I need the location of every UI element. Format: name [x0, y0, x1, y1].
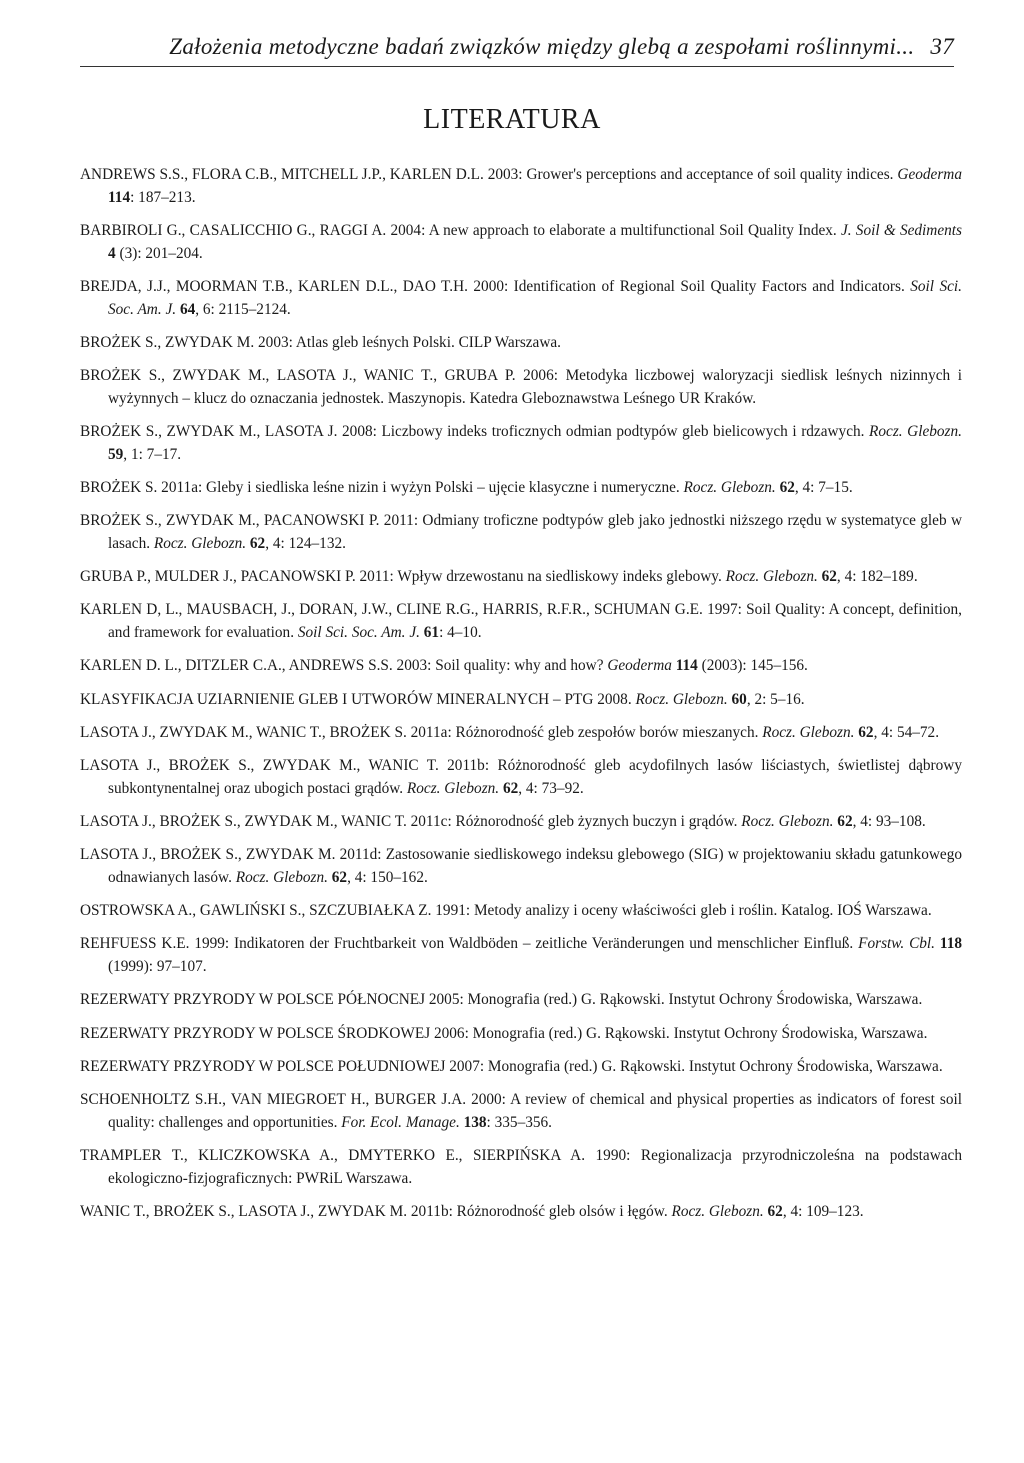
reference-text: REZERWATY PRZYRODY W POLSCE POŁUDNIOWEJ 2007: Monografia (red.) G. Rąkowski. Instytut Ochrony Środowiska, Warszawa. [80, 1057, 943, 1075]
volume-number: 64 [176, 300, 196, 318]
reference-entry [80, 276, 962, 322]
reference-tail: , 4: 182–189. [836, 568, 918, 586]
reference-list [80, 164, 962, 1234]
reference-text: LASOTA J., ZWYDAK M., WANIC T., BROŻEK S. 2011a: Różnorodność gleb zespołów borów mieszanych. [80, 723, 763, 741]
journal-name: Rocz. Glebozn. [725, 568, 818, 586]
journal-name: Rocz. Glebozn. [406, 779, 500, 797]
reference-text: OSTROWSKA A., GAWLIŃSKI S., SZCZUBIAŁKA Z. 1991: Metody analizy i oceny właściwości gleb i roślin. Katalog. IOŚ Warszawa. [80, 902, 932, 920]
volume-number: 62 [246, 535, 266, 553]
reference-entry [80, 599, 962, 645]
journal-name: Rocz. Glebozn. [762, 723, 855, 741]
reference-tail: , 4: 109–123. [782, 1202, 864, 1220]
journal-name: J. Soil & Sediments [840, 221, 962, 239]
reference-entry [80, 477, 962, 500]
reference-entry [80, 332, 962, 355]
volume-number: 4 [108, 244, 116, 262]
reference-text: KARLEN D. L., DITZLER C.A., ANDREWS S.S. 2003: Soil quality: why and how? [80, 657, 608, 675]
reference-tail: , 4: 150–162. [347, 868, 428, 886]
reference-entry [80, 811, 962, 834]
reference-entry [80, 365, 962, 411]
journal-name: Geoderma [897, 166, 962, 183]
journal-name: Soil Sci. Soc. Am. J. [297, 624, 420, 642]
reference-tail: , 4: 73–92. [518, 779, 584, 797]
reference-tail: (2003): 145–156. [697, 657, 808, 675]
reference-entry [80, 1056, 962, 1079]
volume-number: 62 [327, 868, 348, 886]
reference-tail: , 2: 5–16. [746, 690, 805, 708]
journal-name: Geoderma [607, 657, 672, 675]
reference-entry [80, 1145, 962, 1191]
reference-entry [80, 510, 962, 556]
reference-text: LASOTA J., BROŻEK S., ZWYDAK M., WANIC T. 2011b: Różnorodność gleb acydofilnych lasów liściastych, świetlistej dąbrowy subkontynentalnej oraz ubogich postaci grądów. [80, 757, 962, 797]
reference-text: WANIC T., BROŻEK S., LASOTA J., ZWYDAK M. 2011b: Różnorodność gleb olsów i łęgów. [80, 1202, 672, 1220]
journal-name: Rocz. Glebozn. [671, 1202, 764, 1220]
reference-entry [80, 1089, 962, 1135]
reference-text: KLASYFIKACJA UZIARNIENIE GLEB I UTWORÓW MINERALNYCH – PTG 2008. [80, 690, 636, 708]
section-title: LITERATURA [423, 104, 601, 135]
reference-text: LASOTA J., BROŻEK S., ZWYDAK M. 2011d: Zastosowanie siedliskowego indeksu glebowego (SIG) w projektowaniu składu gatunkowego odnawianych lasów. [80, 846, 962, 886]
reference-entry [80, 1023, 962, 1046]
reference-entry [80, 900, 962, 923]
journal-name: For. Ecol. Manage. [341, 1113, 460, 1131]
page-number: 37 [930, 34, 954, 59]
reference-entry [80, 722, 962, 745]
reference-tail: , 4: 124–132. [265, 535, 346, 553]
volume-number: 138 [459, 1113, 487, 1131]
reference-text: REZERWATY PRZYRODY W POLSCE ŚRODKOWEJ 2006: Monografia (red.) G. Rąkowski. Instytut Ochrony Środowiska, Warszawa. [80, 1024, 928, 1042]
volume-number: 118 [935, 935, 962, 953]
volume-number: 61 [419, 624, 440, 642]
journal-name: Rocz. Glebozn. [683, 479, 776, 497]
reference-text: SCHOENHOLTZ S.H., VAN MIEGROET H., BURGER J.A. 2000: A review of chemical and physical properties as indicators of forest soil quality: challenges and opportunities. [80, 1090, 962, 1131]
journal-name: Rocz. Glebozn. [741, 813, 834, 830]
volume-number: 62 [499, 779, 519, 797]
reference-tail: , 1: 7–17. [123, 445, 182, 463]
reference-entry [80, 755, 962, 801]
reference-entry [80, 1201, 962, 1224]
reference-entry [80, 421, 962, 467]
volume-number: 60 [727, 690, 747, 708]
reference-tail: , 4: 7–15. [794, 479, 853, 497]
volume-number: 62 [817, 568, 837, 586]
reference-tail: , 4: 93–108. [852, 813, 926, 830]
journal-name: Rocz. Glebozn. [869, 423, 962, 441]
reference-text: BROŻEK S., ZWYDAK M., LASOTA J., WANIC T., GRUBA P. 2006: Metodyka liczbowej waloryzacji siedlisk leśnych nizinnych i wyżynnych – klucz do oznaczania jednostek. Maszynopis. Katedra Gleboznawstwa Leśnego UR Kraków. [80, 367, 962, 407]
reference-tail: : 335–356. [486, 1113, 552, 1131]
reference-entry [80, 220, 962, 266]
volume-number: 114 [671, 657, 698, 675]
reference-tail: (3): 201–204. [115, 244, 203, 262]
reference-entry [80, 844, 962, 890]
reference-text: ANDREWS S.S., FLORA C.B., MITCHELL J.P., KARLEN D.L. 2003: Grower's perceptions and acceptance of soil quality indices. [80, 166, 898, 183]
reference-text: KARLEN D, L., MAUSBACH, J., DORAN, J.W., CLINE R.G., HARRIS, R.F.R., SCHUMAN G.E. 1997: Soil Quality: A concept, definition, and framework for evaluation. [80, 601, 962, 642]
journal-name: Rocz. Glebozn. [635, 690, 728, 708]
volume-number: 62 [833, 813, 853, 830]
reference-text: GRUBA P., MULDER J., PACANOWSKI P. 2011: Wpływ drzewostanu na siedliskowy indeks glebowy. [80, 568, 726, 586]
reference-tail: : 4–10. [439, 624, 482, 642]
reference-entry [80, 655, 962, 678]
journal-name: Rocz. Glebozn. [235, 868, 328, 886]
journal-name: Forstw. Cbl. [858, 935, 935, 953]
reference-text: LASOTA J., BROŻEK S., ZWYDAK M., WANIC T. 2011c: Różnorodność gleb żyznych buczyn i grądów. [80, 813, 742, 830]
reference-text: BARBIROLI G., CASALICCHIO G., RAGGI A. 2004: A new approach to elaborate a multifunctional Soil Quality Index. [80, 221, 841, 239]
journal-name: Rocz. Glebozn. [153, 535, 247, 553]
volume-number: 114 [108, 188, 131, 206]
reference-text: BROŻEK S., ZWYDAK M., LASOTA J. 2008: Liczbowy indeks troficznych odmian podtypów gleb bielicowych i rdzawych. [80, 423, 870, 441]
reference-text: BROŻEK S., ZWYDAK M. 2003: Atlas gleb leśnych Polski. CILP Warszawa. [80, 333, 562, 351]
reference-text: TRAMPLER T., KLICZKOWSKA A., DMYTERKO E., SIERPIŃSKA A. 1990: Regionalizacja przyrodniczoleśna na podstawach ekologiczno-fizjograficznych: PWRiL Warszawa. [80, 1146, 962, 1187]
reference-tail: : 187–213. [130, 188, 196, 206]
reference-entry [80, 566, 962, 589]
reference-tail: , 6: 2115–2124. [195, 300, 291, 318]
running-title: Założenia metodyczne badań związków między glebą a zespołami roślinnymi... [169, 34, 915, 59]
reference-tail: (1999): 97–107. [108, 958, 207, 976]
volume-number: 62 [854, 723, 874, 741]
volume-number: 59 [108, 445, 124, 463]
reference-entry [80, 989, 962, 1012]
reference-text: REZERWATY PRZYRODY W POLSCE PÓŁNOCNEJ 2005: Monografia (red.) G. Rąkowski. Instytut Ochrony Środowiska, Warszawa. [80, 991, 923, 1009]
reference-tail: , 4: 54–72. [873, 723, 940, 741]
journal-name: Soil Sci. Soc. Am. J. [108, 277, 962, 318]
volume-number: 62 [763, 1202, 783, 1220]
reference-text: BROŻEK S., ZWYDAK M., PACANOWSKI P. 2011: Odmiany troficzne podtypów gleb jako jednostki niższego rzędu w systematyce gleb w lasach. [80, 512, 962, 553]
reference-entry [80, 164, 962, 210]
volume-number: 62 [775, 479, 795, 497]
running-header [80, 34, 954, 67]
reference-entry [80, 689, 962, 712]
reference-text: BREJDA, J.J., MOORMAN T.B., KARLEN D.L., DAO T.H. 2000: Identification of Regional Soil Quality Factors and Indicators. [80, 277, 911, 295]
reference-entry [80, 933, 962, 979]
reference-text: BROŻEK S. 2011a: Gleby i siedliska leśne nizin i wyżyn Polski – ujęcie klasyczne i numeryczne. [80, 479, 684, 497]
reference-text: REHFUESS K.E. 1999: Indikatoren der Fruchtbarkeit von Waldböden – zeitliche Veränderungen und menschlicher Einfluß. [80, 935, 859, 953]
